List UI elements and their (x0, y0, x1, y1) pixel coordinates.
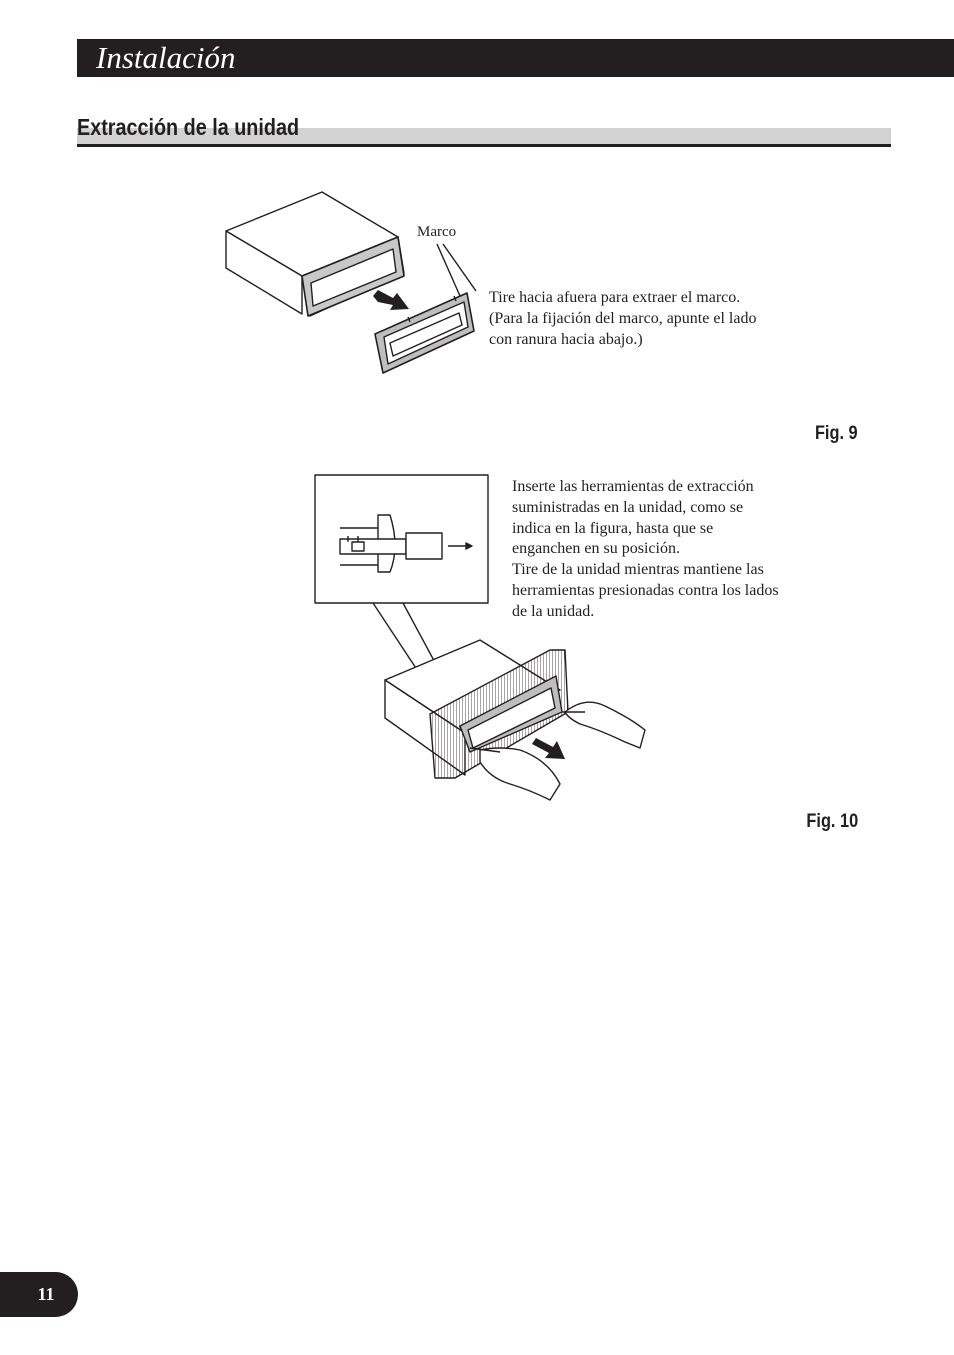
trim-ring-illustration (375, 293, 474, 373)
figure10-caption (512, 477, 779, 623)
figure9-caption-line: Tire hacia afuera para extraer el marco. (489, 289, 741, 306)
pull-arrow-icon (373, 290, 409, 310)
figure10-caption-line: Inserte las herramientas de extracción (512, 478, 754, 495)
figure9-callout-marco: Marco (417, 224, 457, 240)
figure10-caption-line: Tire de la unidad mientras mantiene las (512, 561, 764, 579)
figure10-caption-line: indica en la figura, hasta que se (512, 519, 714, 537)
figure10-caption-line: suministradas en la unidad, como se (512, 498, 744, 516)
chapter-title: Instalación (96, 40, 236, 75)
figure9-caption (489, 288, 756, 350)
page-number-tab (0, 1272, 78, 1317)
section-heading (77, 111, 891, 148)
figure10-caption-line: herramientas presionadas contra los lados (512, 581, 779, 599)
figure10-label: Fig. 10 (806, 811, 858, 832)
section-heading-rule (77, 144, 891, 147)
figure9-illustration (210, 185, 490, 380)
figure10-caption-line: enganchen en su posición. (512, 540, 680, 558)
chapter-header-bar (77, 39, 954, 77)
page-number: 11 (37, 1284, 55, 1304)
figure9-caption-line: (Para la fijación del marco, apunte el lado (489, 309, 757, 327)
figure9-caption-line: con ranura hacia abajo.) (489, 330, 643, 348)
figure9-label: Fig. 9 (815, 423, 858, 444)
figure10-caption-line: de la unidad. (512, 602, 595, 620)
section-title: Extracción de la unidad (77, 114, 300, 140)
